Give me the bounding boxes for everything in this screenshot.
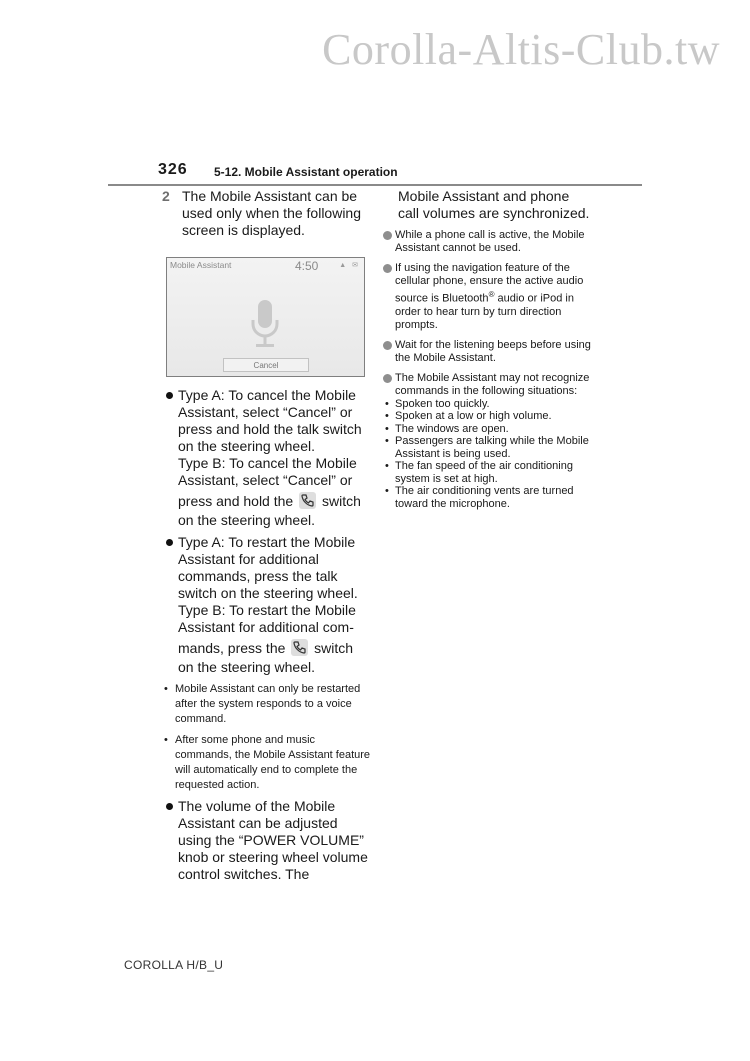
bullet-text: on the steering wheel.	[178, 659, 315, 675]
bullet-text: switch	[314, 640, 354, 656]
list-item: • Spoken too quickly.	[385, 397, 490, 410]
bullet-dot	[166, 803, 173, 810]
bullet-volume	[162, 798, 372, 883]
bullet-text: mands, press the	[178, 640, 286, 656]
note-text: If using the navigation feature of the cellular phone, ensure the active audio source is Bluetooth	[395, 262, 584, 305]
list-item: • Passengers are talking while the Mobile Assistant is being used.	[385, 435, 589, 460]
list-item: • The air conditioning vents are turned toward the microphone.	[385, 485, 574, 510]
note-dot: •	[164, 683, 168, 695]
bullet-restart	[162, 534, 372, 676]
screen-time: 4:50	[295, 259, 319, 273]
note-auto-end	[162, 733, 372, 793]
microphone-icon	[250, 300, 280, 350]
list-item: • The windows are open.	[385, 422, 509, 435]
bullet-text: switch	[321, 493, 361, 509]
note-listening-beeps	[383, 339, 593, 365]
note-restart	[162, 682, 372, 727]
bullet-text: Type B: To restart the Mobile Assistant for additional com-	[178, 602, 356, 635]
cancel-button[interactable]: Cancel	[223, 358, 309, 372]
list-item: • The fan speed of the air conditioning system is set at high.	[385, 460, 573, 485]
step-number: 2	[162, 188, 170, 204]
bullet-text: The volume of the Mobile Assistant can be adjusted using the “POWER VOLUME” knob or steering wheel volume control switches. The	[178, 798, 368, 882]
note-text: The Mobile Assistant may not recognize commands in the following situations:	[395, 371, 590, 397]
page-header	[108, 160, 642, 186]
bullet-cancel	[162, 387, 372, 529]
left-column	[162, 188, 372, 883]
note-dot	[383, 264, 392, 273]
note-text: Wait for the listening beeps before using the Mobile Assistant.	[395, 338, 591, 364]
bullet-dot	[166, 392, 173, 399]
phone-switch-icon	[299, 492, 316, 509]
note-dot	[383, 374, 392, 383]
bullet-text: Type B: To cancel the Mobile Assistant, select “Cancel” or	[178, 455, 357, 488]
registered-mark: ®	[488, 290, 495, 299]
note-dot: •	[164, 734, 168, 746]
note-recognition	[383, 372, 593, 398]
footer-model: COROLLA H/B_U	[124, 958, 224, 972]
right-column	[383, 188, 593, 510]
note-text: audio or iPod in order to hear turn by turn direction prompts.	[395, 292, 574, 331]
section-title: 5-12. Mobile Assistant operation	[214, 165, 398, 179]
phone-switch-icon	[291, 639, 308, 656]
list-item: • Spoken at a low or high volume.	[385, 410, 552, 423]
note-text: Mobile Assistant can only be restarted after the system responds to a voice command.	[175, 683, 361, 725]
note-dot	[383, 231, 392, 240]
watermark: Corolla-Altis-Club.tw	[322, 25, 720, 74]
mobile-assistant-screen	[166, 257, 365, 377]
note-phone-call	[383, 229, 593, 255]
screen-title: Mobile Assistant	[170, 260, 232, 270]
step-2	[162, 188, 372, 239]
bullet-line	[178, 638, 372, 659]
situations-list	[383, 398, 593, 511]
note-text: While a phone call is active, the Mobile Assistant cannot be used.	[395, 229, 585, 254]
bullet-text: Type A: To cancel the Mobile Assistant, select “Cancel” or press and hold the talk switch on the steering wheel.	[178, 387, 362, 454]
bullet-text: press and hold the	[178, 493, 294, 509]
bullet-text: Type A: To restart the Mobile Assistant for additional commands, press the talk switch on the steering wheel.	[178, 534, 358, 601]
note-dot	[383, 341, 392, 350]
bullet-line	[178, 491, 372, 512]
continuation-text: Mobile Assistant and phone call volumes are synchronized.	[398, 188, 590, 221]
bullet-dot	[166, 539, 173, 546]
note-navigation	[383, 262, 593, 332]
bullet-text: on the steering wheel.	[178, 512, 315, 528]
status-icons: ▲ ✉	[339, 262, 360, 269]
note-text: After some phone and music commands, the Mobile Assistant feature will automatically end to complete the requested action.	[175, 734, 371, 791]
step-text: The Mobile Assistant can be used only when the following screen is displayed.	[182, 188, 362, 238]
page-number: 326	[158, 161, 188, 178]
